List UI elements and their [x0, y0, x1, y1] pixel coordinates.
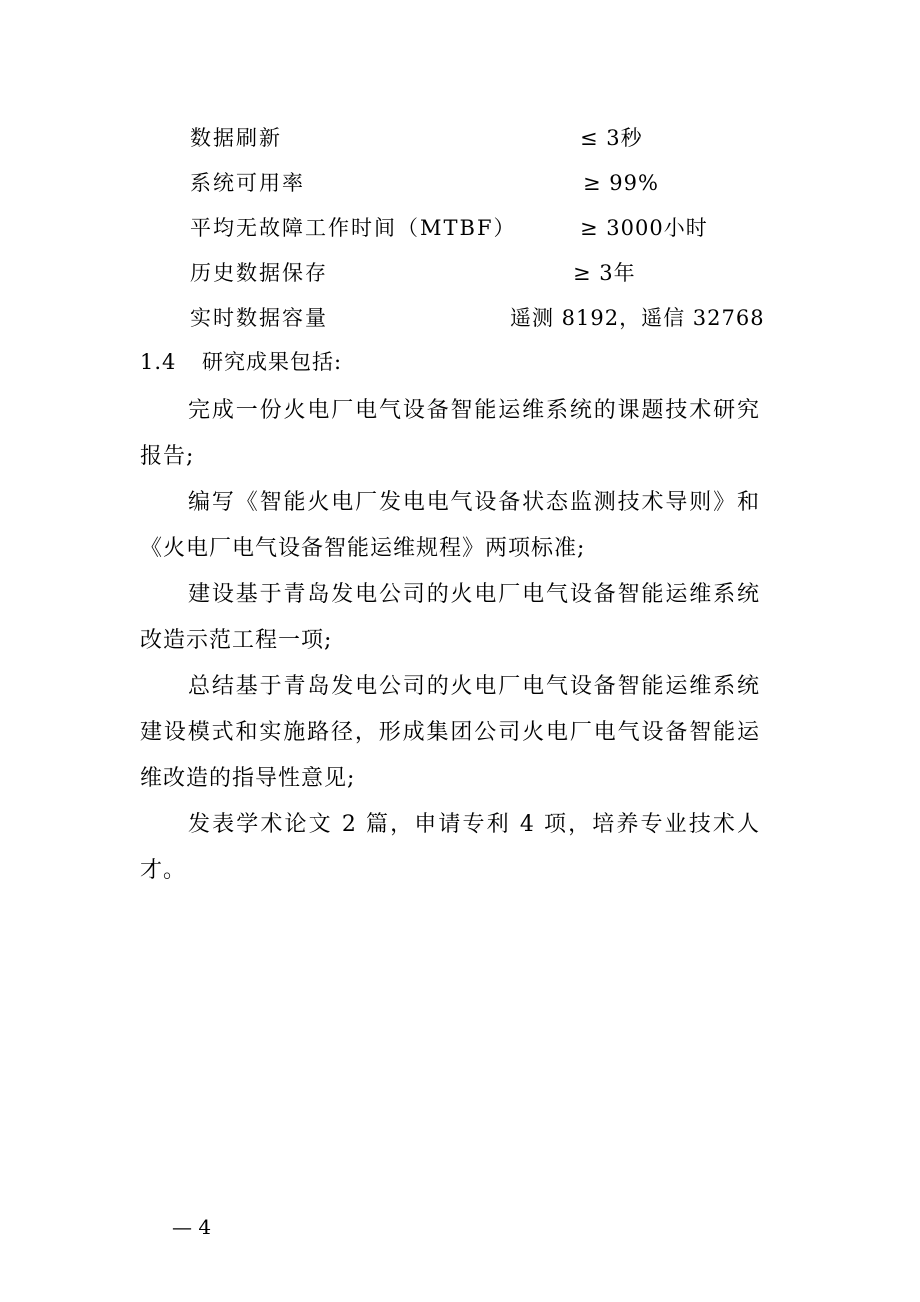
spec-label: 数据刷新 [190, 126, 282, 150]
section-number: 1.4 [140, 350, 177, 374]
spec-row-availability [0, 163, 920, 203]
paragraph-publications: 发表学术论文 2 篇，申请专利 4 项，培养专业技术人才。 [140, 812, 760, 883]
spec-label: 系统可用率 [190, 171, 305, 195]
page-number: — 4 [172, 1215, 212, 1239]
spec-value: ≥ 3000小时 [580, 216, 708, 240]
spec-value: 遥测 8192，遥信 32768 [510, 306, 765, 330]
section-heading [140, 342, 342, 382]
spec-value: ≥ 3年 [573, 261, 636, 285]
spec-label: 实时数据容量 [190, 306, 328, 330]
spec-value: ≤ 3秒 [580, 126, 643, 150]
spec-value: ≥ 99% [583, 171, 659, 195]
spec-label: 平均无故障工作时间（MTBF） [190, 216, 517, 240]
spec-row-refresh [0, 118, 920, 158]
paragraph-standards: 编写《智能火电厂发电电气设备状态监测技术导则》和《火电厂电气设备智能运维规程》两项标准; [140, 490, 760, 561]
spec-label: 历史数据保存 [190, 261, 328, 285]
body-text [140, 388, 760, 894]
spec-row-mtbf [0, 208, 920, 248]
paragraph-report: 完成一份火电厂电气设备智能运维系统的课题技术研究报告; [140, 398, 760, 469]
section-title: 研究成果包括: [202, 350, 343, 374]
paragraph-demonstration: 建设基于青岛发电公司的火电厂电气设备智能运维系统改造示范工程一项; [140, 582, 760, 653]
paragraph-summary: 总结基于青岛发电公司的火电厂电气设备智能运维系统建设模式和实施路径，形成集团公司火电厂电气设备智能运维改造的指导性意见; [140, 674, 760, 791]
spec-row-capacity [0, 298, 920, 338]
spec-row-history [0, 253, 920, 293]
